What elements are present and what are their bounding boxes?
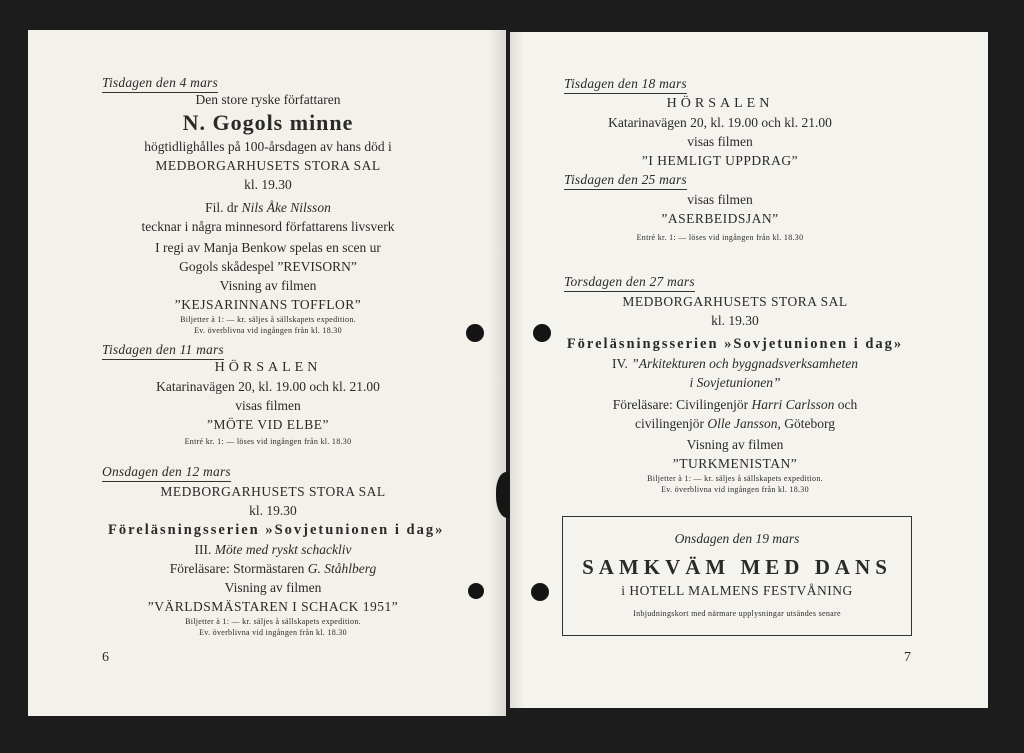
lecture-title: ”Arkitekturen och byggnadsverksamheten bbox=[631, 356, 858, 371]
film-title: ”KEJSARINNANS TOFFLOR” bbox=[174, 297, 362, 312]
lecturer-prefix: civilingenjör bbox=[635, 416, 708, 431]
lecture-title: Möte med ryskt schackliv bbox=[214, 542, 352, 557]
dance-announcement-box bbox=[562, 516, 912, 636]
punch-hole bbox=[531, 583, 549, 601]
event-film-uppdrag bbox=[570, 94, 870, 170]
venue: HÖRSALEN bbox=[666, 96, 774, 111]
punch-hole bbox=[466, 324, 484, 342]
speaker-line bbox=[118, 198, 418, 217]
lecture-topic bbox=[108, 540, 438, 559]
lecturer-prefix: Föreläsare: Civilingenjör bbox=[612, 397, 752, 412]
venue: MEDBORGARHUSETS STORA SAL bbox=[622, 294, 848, 309]
event-line: Visning av filmen bbox=[686, 437, 784, 452]
time: kl. 19.30 bbox=[249, 503, 297, 518]
event-line: Den store ryske författaren bbox=[195, 92, 341, 107]
event-date-heading: Torsdagen den 27 mars bbox=[564, 274, 695, 292]
event-gogol bbox=[118, 90, 418, 336]
event-date-heading: Onsdagen den 12 mars bbox=[102, 464, 231, 482]
time: kl. 19.30 bbox=[711, 313, 759, 328]
event-lecture-chess bbox=[108, 482, 445, 638]
gutter-shadow bbox=[488, 30, 506, 716]
ticket-info: Ev. överblivna vid ingången från kl. 18.30 bbox=[661, 485, 809, 494]
left-page bbox=[28, 30, 506, 716]
event-line: I regi av Manja Benkow spelas en scen ur bbox=[155, 240, 381, 255]
venue: MEDBORGARHUSETS STORA SAL bbox=[160, 484, 386, 499]
event-film-elbe bbox=[118, 358, 418, 447]
lecturer-line bbox=[565, 414, 905, 433]
event-line: visas filmen bbox=[235, 398, 301, 413]
punch-hole bbox=[468, 583, 484, 599]
event-film-aserbeidsjan bbox=[570, 190, 870, 243]
speaker-prefix: Fil. dr bbox=[205, 200, 242, 215]
lecturer-line bbox=[565, 395, 905, 414]
lecturer-name: Harri Carlsson bbox=[751, 397, 835, 412]
event-line: Gogols skådespel ”REVISORN” bbox=[179, 259, 357, 274]
venue: MEDBORGARHUSETS STORA SAL bbox=[155, 158, 381, 173]
venue: HÖRSALEN bbox=[214, 360, 322, 375]
film-title: ”ASERBEIDSJAN” bbox=[661, 211, 779, 226]
event-line: Katarinavägen 20, kl. 19.00 och kl. 21.00 bbox=[608, 115, 832, 130]
ticket-info: Ev. överblivna vid ingången från kl. 18.30 bbox=[194, 326, 342, 335]
event-date-heading: Tisdagen den 18 mars bbox=[564, 76, 687, 94]
film-title: ”MÖTE VID ELBE” bbox=[207, 417, 329, 432]
lecturer-name: Olle Jansson, bbox=[707, 416, 781, 431]
box-date: Onsdagen den 19 mars bbox=[674, 531, 800, 546]
box-venue: i HOTELL MALMENS FESTVÅNING bbox=[621, 583, 853, 598]
lecturer-city: Göteborg bbox=[780, 416, 835, 431]
event-line: Visning av filmen bbox=[219, 278, 317, 293]
lecturer-prefix: Föreläsare: Stormästaren bbox=[169, 561, 308, 576]
ticket-info: Entré kr. 1: — löses vid ingången från kl. 18.30 bbox=[184, 437, 352, 446]
punch-hole bbox=[533, 324, 551, 342]
lecture-topic bbox=[565, 354, 905, 373]
event-line: Visning av filmen bbox=[224, 580, 322, 595]
event-title: N. Gogols minne bbox=[182, 110, 354, 135]
ticket-info: Entré kr. 1: — löses vid ingången från kl. 18.30 bbox=[636, 233, 804, 242]
right-page bbox=[510, 32, 988, 708]
lecture-number: IV. bbox=[612, 356, 632, 371]
page-number: 7 bbox=[904, 650, 911, 665]
ticket-info: Biljetter à 1: — kr. säljes å sällskapets expedition. bbox=[185, 617, 361, 626]
event-line: visas filmen bbox=[687, 192, 753, 207]
event-line: Katarinavägen 20, kl. 19.00 och kl. 21.00 bbox=[156, 379, 380, 394]
lecture-number: III. bbox=[194, 542, 215, 557]
film-title: ”TURKMENISTAN” bbox=[672, 456, 798, 471]
event-date-heading: Tisdagen den 11 mars bbox=[102, 342, 224, 360]
event-line: högtidlighålles på 100-årsdagen av hans död i bbox=[144, 139, 392, 154]
lecturer-conj: och bbox=[834, 397, 858, 412]
box-note: Inbjudningskort med närmare upplysningar utsändes senare bbox=[633, 609, 841, 618]
lecturer-name: G. Ståhlberg bbox=[307, 561, 377, 576]
speaker-name: Nils Åke Nilsson bbox=[241, 200, 331, 215]
event-lecture-architecture bbox=[565, 292, 905, 495]
time: kl. 19.30 bbox=[244, 177, 292, 192]
film-title: ”I HEMLIGT UPPDRAG” bbox=[641, 153, 799, 168]
ticket-info: Biljetter à 1: — kr. säljes å sällskapets expedition. bbox=[647, 474, 823, 483]
box-title: SAMKVÄM MED DANS bbox=[582, 555, 892, 579]
page-number: 6 bbox=[102, 650, 109, 665]
event-date-heading: Tisdagen den 25 mars bbox=[564, 172, 687, 190]
event-line: visas filmen bbox=[687, 134, 753, 149]
gutter-shadow bbox=[510, 32, 524, 708]
film-title: ”VÄRLDSMÄSTAREN I SCHACK 1951” bbox=[147, 599, 399, 614]
lecturer-line bbox=[108, 559, 438, 578]
lecture-title-cont: i Sovjetunionen” bbox=[689, 375, 781, 390]
ticket-info: Biljetter à 1: — kr. säljes å sällskapets expedition. bbox=[180, 315, 356, 324]
event-date-heading: Tisdagen den 4 mars bbox=[102, 75, 218, 93]
lecture-series: Föreläsningsserien »Sovjetunionen i dag» bbox=[566, 336, 904, 352]
ticket-info: Ev. överblivna vid ingången från kl. 18.30 bbox=[199, 628, 347, 637]
lecture-series: Föreläsningsserien »Sovjetunionen i dag» bbox=[108, 522, 445, 538]
event-line: tecknar i några minnesord författarens livsverk bbox=[141, 219, 395, 234]
